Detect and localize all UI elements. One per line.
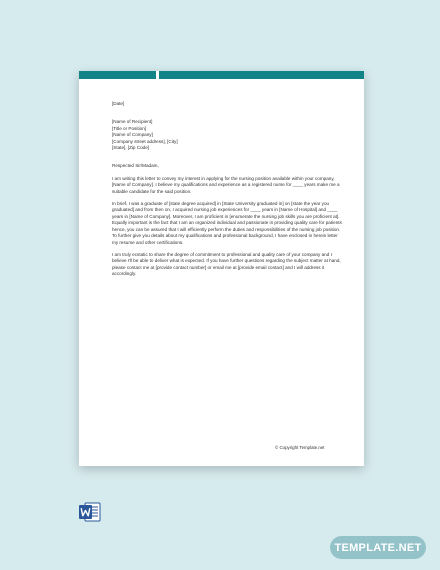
header-accent-bar-left: [79, 71, 156, 79]
salutation: Respected Sir/Madam,: [112, 163, 159, 169]
letter-date: [Date]: [112, 101, 125, 106]
recipient-name: [Name of Recipient]: [112, 119, 153, 125]
microsoft-word-icon: [78, 500, 102, 524]
recipient-block: [112, 119, 344, 151]
header-accent-bar-right: [159, 71, 364, 79]
recipient-state-zip: [State], [Zip Code]: [112, 145, 150, 151]
recipient-company: [Name of Company]: [112, 132, 153, 138]
letter-body: [112, 101, 344, 278]
letter-page: [79, 71, 364, 466]
copyright-text: © Copyright Template.net: [275, 445, 325, 450]
paragraph-closing: I am truly ecstatic to share the degree of commitment to professional and quality care of your company and I believe I'll be able to deliver what is expected. If you have further questions regarding the subject matter at hand, please contact me at [provide contact number] or email me at [provide email contact] and I will address it accordingly.: [112, 251, 341, 277]
template-net-badge[interactable]: TEMPLATE.NET: [330, 536, 426, 559]
paragraph-background: In brief, I was a graduate of [state degree acquired] in [State University graduated in] on [state the year you graduated] and from then on, I acquired nursing job experiences for ____ years in [Name of Hospital] and ____ years in [Name of Company]. Moreover, I am proficient in [enumerate the nursing job skills you are proficient at]. Equally important is the fact that I am an organized individual and passionate in providing quality care for patients hence, you can be assured that I will efficiently perform the duties and responsibilities of the nursing job position. To further give you details about my qualifications and professional background, I have enclosed in herein letter my resume and other certifications.: [112, 201, 342, 245]
paragraph-intro: I am writing this letter to convey my interest in applying for the nursing position available within your company, [Name of Company]. I believe my qualifications and experience as a registered nurse for ____ years make me a suitable candidate for the said position.: [112, 175, 340, 194]
recipient-address: [Company street address], [City]: [112, 138, 178, 144]
recipient-title: [Title or Position]: [112, 125, 147, 131]
